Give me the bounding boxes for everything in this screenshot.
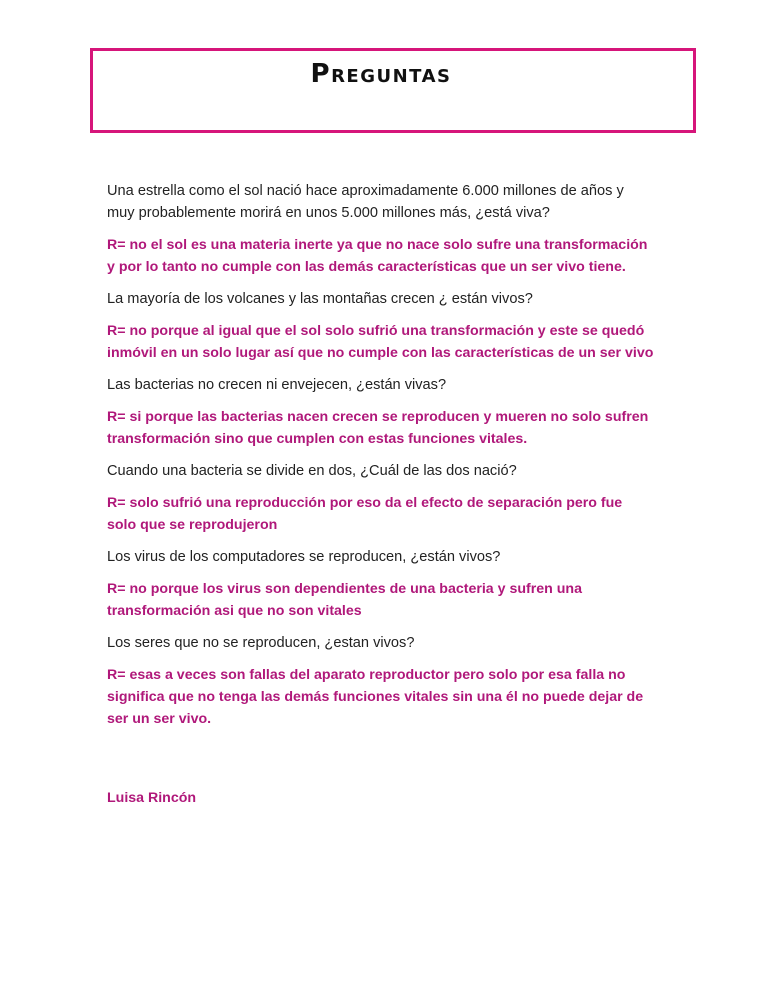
- page-title: Preguntas: [310, 59, 452, 89]
- answer-4: R= solo sufrió una reproducción por eso da el efecto de separación pero fue solo que se reprodujeron: [107, 495, 623, 533]
- answer-1: R= no el sol es una materia inerte ya que no nace solo sufre una transformación y por lo tanto no cumple con las demás características que un ser vivo tiene.: [107, 237, 648, 275]
- title-box: [90, 48, 696, 133]
- question-3: Las bacterias no crecen ni envejecen, ¿están vivas?: [107, 377, 447, 393]
- answer-2: R= no porque al igual que el sol solo sufrió una transformación y este se quedó inmóvil en un solo lugar así que no cumple con las características de un ser vivo: [107, 323, 654, 361]
- question-6: Los seres que no se reproducen, ¿estan vivos?: [107, 635, 415, 651]
- answer-3: R= si porque las bacterias nacen crecen se reproducen y mueren no solo sufren transformación sino que cumplen con estas funciones vitales.: [107, 409, 649, 447]
- question-2: La mayoría de los volcanes y las montañas crecen ¿ están vivos?: [107, 291, 533, 307]
- question-5: Los virus de los computadores se reproducen, ¿están vivos?: [107, 549, 501, 565]
- answer-6: R= esas a veces son fallas del aparato reproductor pero solo por esa falla no significa que no tenga las demás funciones vitales sin una él no puede dejar de ser un ser vivo.: [107, 667, 644, 727]
- qa-content: [107, 180, 655, 740]
- question-4: Cuando una bacteria se divide en dos, ¿Cuál de las dos nació?: [107, 463, 517, 479]
- author-signature: Luisa Rincón: [107, 790, 197, 806]
- question-1: Una estrella como el sol nació hace aproximadamente 6.000 millones de años y muy probablemente morirá en unos 5.000 millones más, ¿está viva?: [107, 183, 624, 221]
- answer-5: R= no porque los virus son dependientes de una bacteria y sufren una transformación asi que no son vitales: [107, 581, 582, 619]
